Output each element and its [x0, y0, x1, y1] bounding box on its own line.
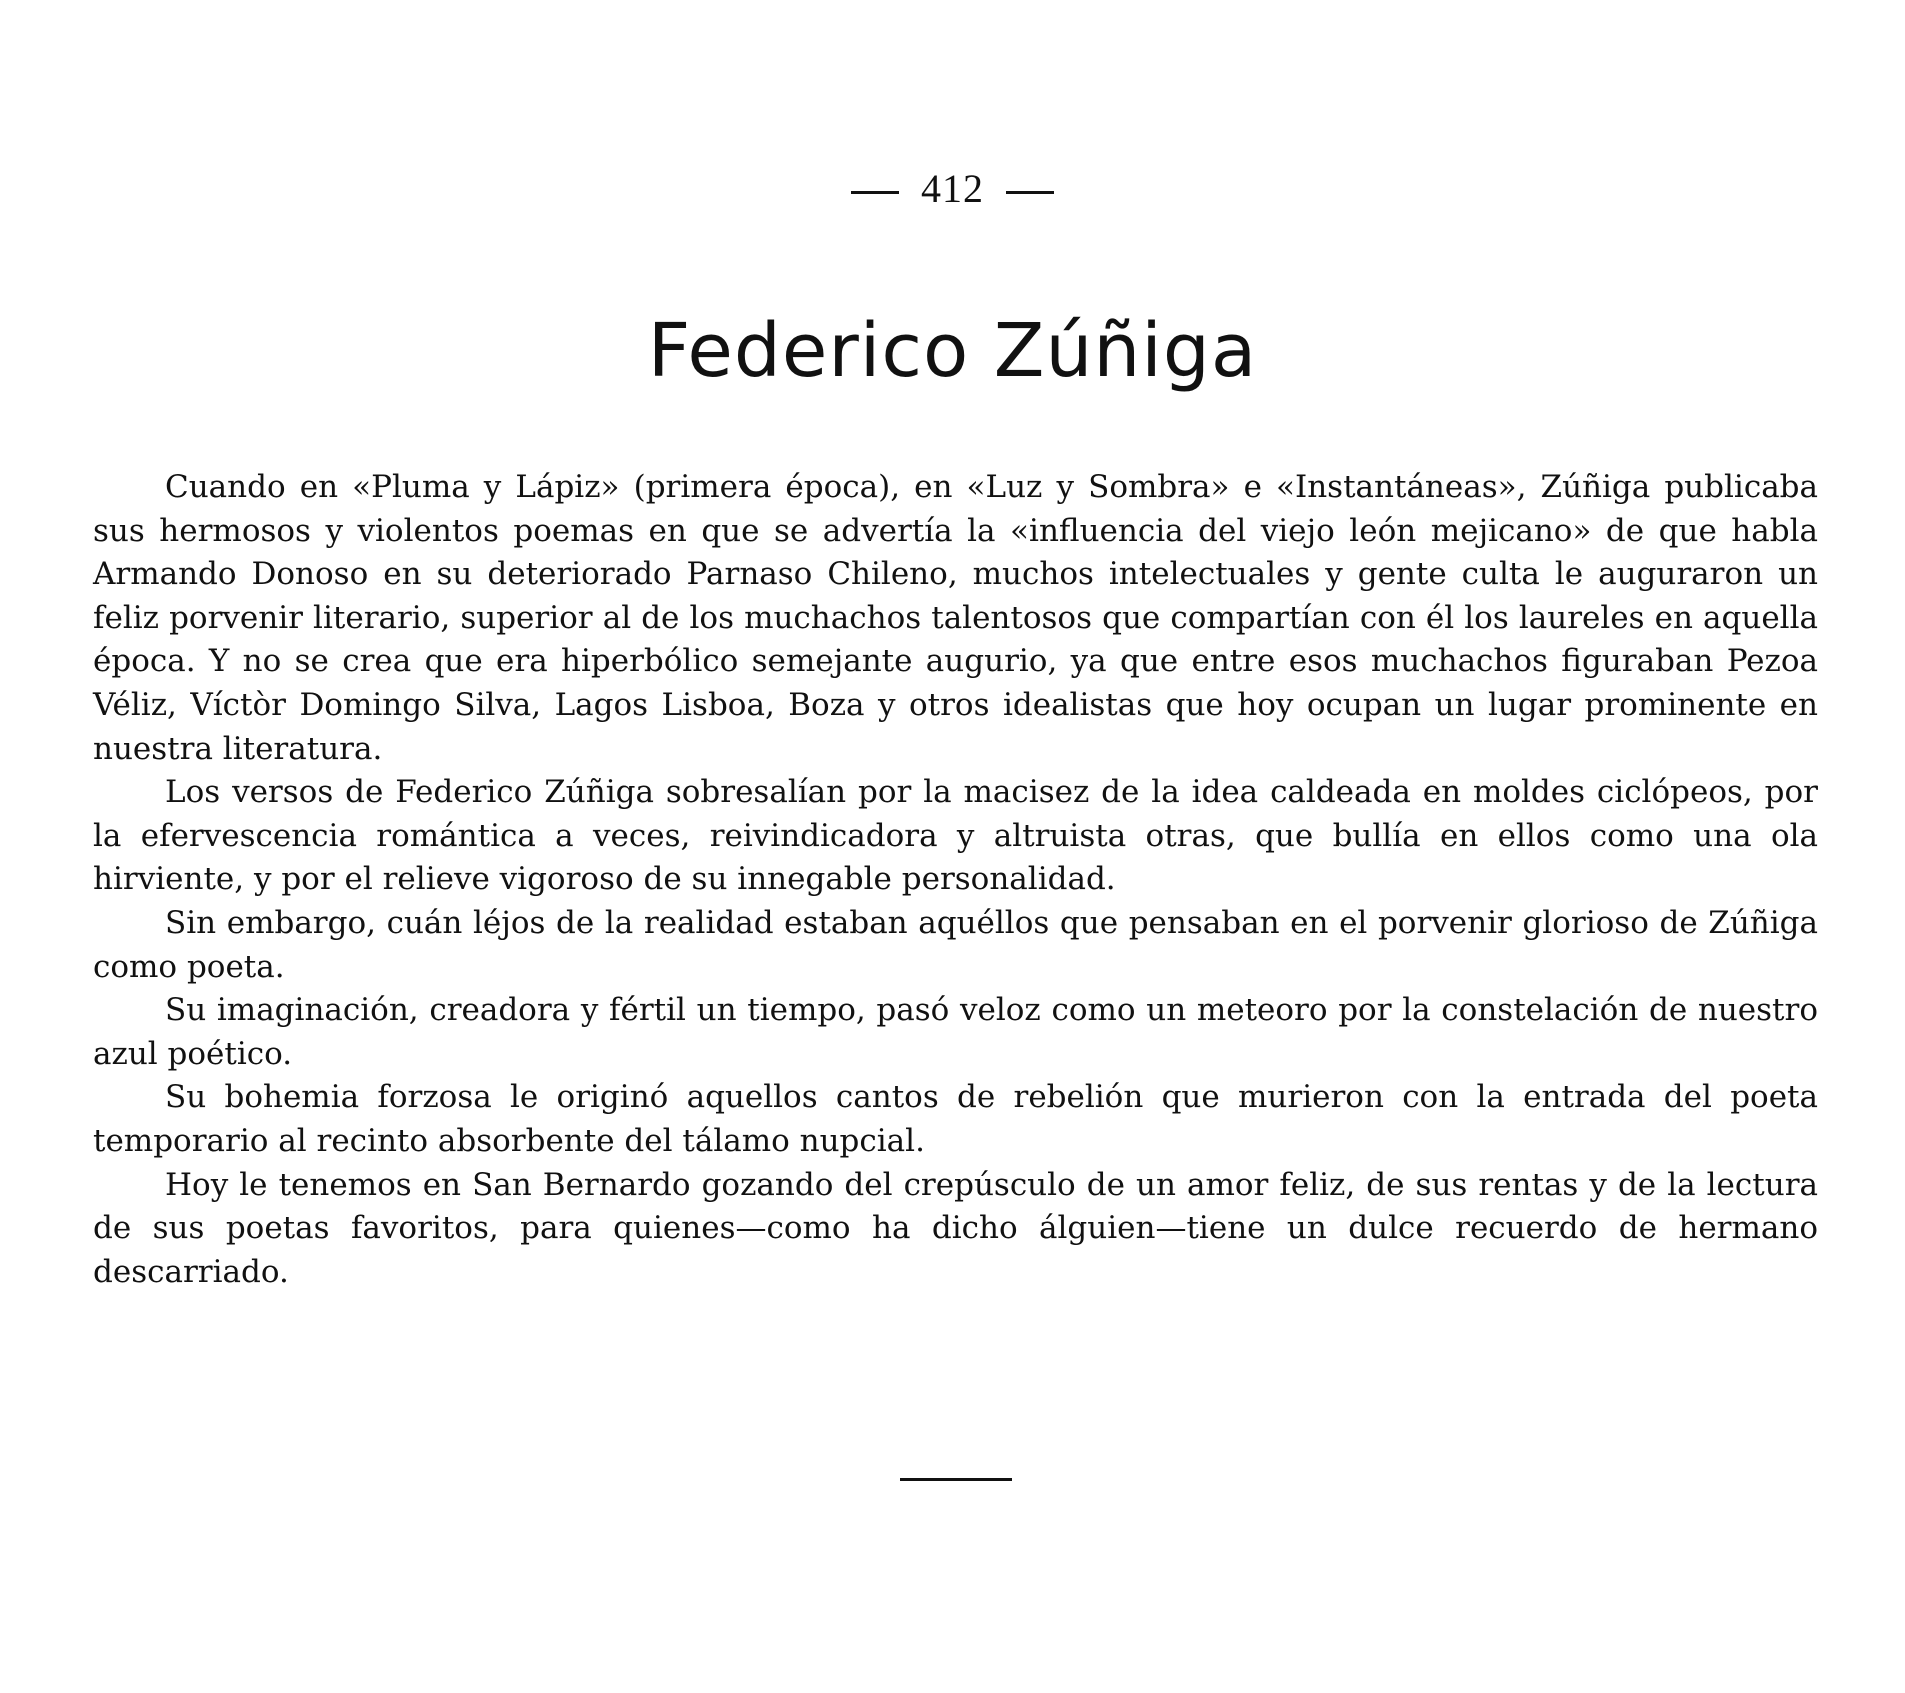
page-number: 412	[921, 166, 984, 211]
paragraph: Hoy le tenemos en San Bernardo gozando del crepúsculo de un amor feliz, de sus rentas y de la lectura de sus poetas favoritos, para quienes—como ha dicho álguien—tiene un dulce recuerdo de hermano descarriado.	[93, 1166, 1818, 1290]
paragraph: Su imaginación, creadora y fértil un tiempo, pasó veloz como un meteoro por la constelación de nuestro azul poético.	[93, 992, 1818, 1072]
chapter-title: Federico Zúñiga	[647, 308, 1258, 394]
page-number-header	[0, 165, 1905, 212]
end-rule	[900, 1478, 1012, 1481]
left-dash	[851, 191, 899, 194]
paragraph: Sin embargo, cuán léjos de la realidad estaban aquéllos que pensaban en el porvenir glorioso de Zúñiga como poeta.	[93, 904, 1818, 985]
paragraph: Los versos de Federico Zúñiga sobresalían por la macisez de la idea caldeada en moldes ciclópeos, por la efervescencia romántica a veces, reivindicadora y altruista otras, que bullía en ellos como una ola hirviente, y por el relieve vigoroso de su innegable personalidad.	[93, 774, 1818, 898]
paragraph: Su bohemia forzosa le originó aquellos cantos de rebelión que murieron con la entrada del poeta temporario al recinto absorbente del tálamo nupcial.	[93, 1079, 1818, 1159]
paragraph: Cuando en «Pluma y Lápiz» (primera época), en «Luz y Sombra» e «Instantáneas», Zúñiga publicaba sus hermosos y violentos poemas en que se advertía la «influencia del viejo león mejicano» de que habla Armando Donoso en su deteriorado Parnaso Chileno, muchos intelectuales y gente culta le auguraron un feliz porvenir literario, superior al de los muchachos talentosos que compartían con él los laureles en aquella época. Y no se crea que era hiperbólico semejante augurio, ya que entre esos muchachos figuraban Pezoa Véliz, Víctòr Domingo Silva, Lagos Lisboa, Boza y otros idealistas que hoy ocupan un lugar prominente en nuestra literatura.	[93, 469, 1818, 767]
body-text	[93, 466, 1818, 1294]
right-dash	[1006, 191, 1054, 194]
